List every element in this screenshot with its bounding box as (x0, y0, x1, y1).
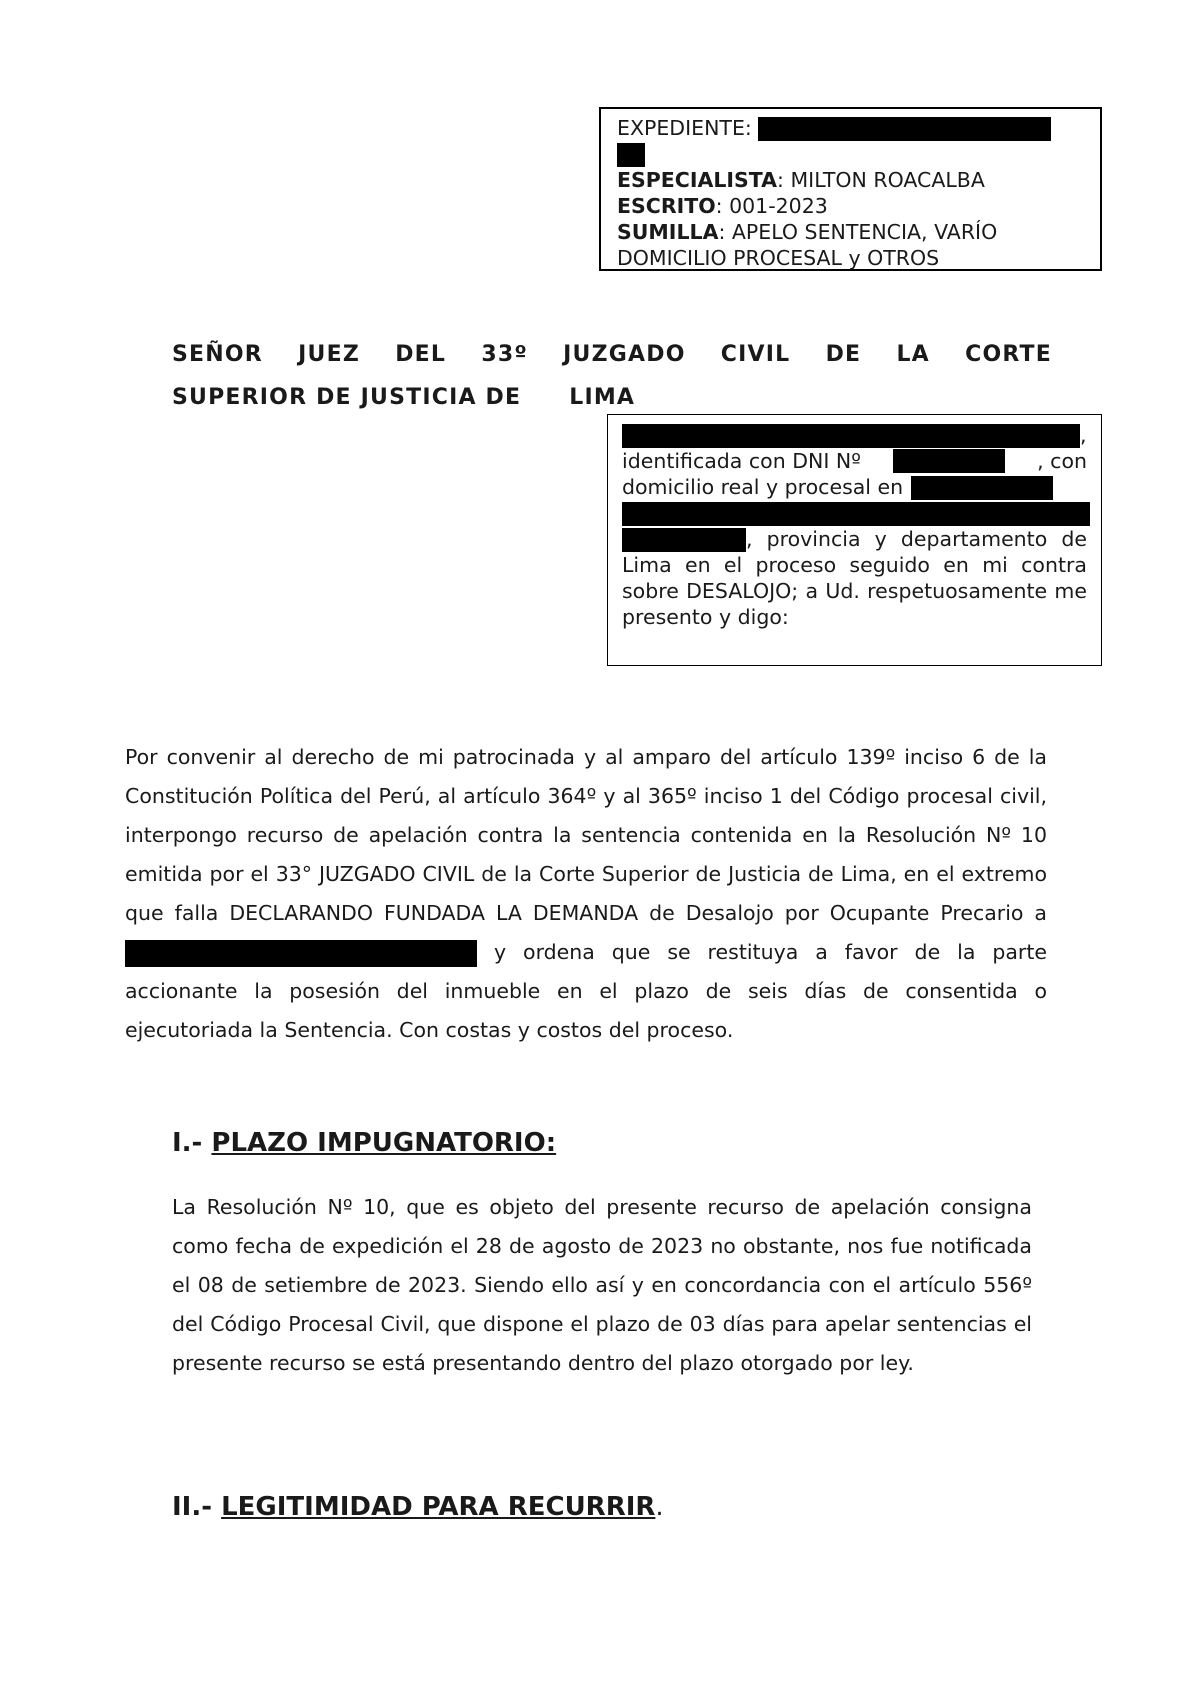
addressee-word: CORTE (965, 342, 1052, 367)
addressee-word: DE (825, 342, 862, 367)
addressee-word: LA (896, 342, 930, 367)
expediente-line-continued (617, 141, 1084, 167)
domicilio-text: domicilio real y procesal en (622, 475, 904, 499)
section-1-number: I.- (172, 1128, 203, 1158)
appeal-text-part-1: Por convenir al derecho de mi patrocinada y al amparo del artículo 139º inciso 6 de la Constitución Política del Perú, al artículo 364º y al 365º inciso 1 del Código procesal civil, interpongo recurso de apelación contra la sentencia contenida en la Resolución Nº 10 emitida por el 33° JUZGADO CIVIL de la Corte Superior de Justicia de Lima, en el extremo que falla DECLARANDO FUNDADA LA DEMANDA de Desalojo por Ocupante Precario a (125, 745, 1047, 925)
redacted-expediente-cont (617, 143, 645, 167)
section-2-trailing: . (655, 1492, 664, 1522)
redacted-address-1 (911, 476, 1053, 500)
redacted-dni (893, 449, 1005, 473)
addressee-line-1 (172, 333, 1052, 376)
addressee-city: LIMA (569, 385, 636, 410)
con-text: , con (1037, 449, 1087, 473)
section-2-title: LEGITIMIDAD PARA RECURRIR (221, 1492, 656, 1522)
addressee-word: JUEZ (298, 342, 360, 367)
section-1-title: PLAZO IMPUGNATORIO: (211, 1128, 557, 1158)
expediente-label: EXPEDIENTE (617, 116, 745, 140)
dni-text: identificada con DNI Nº (622, 449, 861, 473)
redacted-address-2 (622, 502, 1090, 526)
addressee-word: SEÑOR (172, 342, 263, 367)
address-redacted-line (622, 500, 1087, 526)
party-rest-text: , provincia y departamento de Lima en el proceso seguido en mi contra sobre DESALOJO; a Ud. respetuosamente me presento y digo: (622, 527, 1087, 629)
addressee-word: 33º (481, 342, 528, 367)
party-name-line: , (622, 422, 1087, 448)
sumilla-value: APELO SENTENCIA, VARÍO DOMICILIO PROCESAL y OTROS (617, 220, 998, 270)
section-2-heading (172, 1492, 664, 1522)
sumilla-label: SUMILLA (617, 220, 719, 244)
case-info-box (599, 107, 1102, 271)
redacted-district (622, 528, 746, 552)
especialista-label: ESPECIALISTA (617, 168, 778, 192)
section-1-heading (172, 1128, 556, 1158)
redacted-expediente (758, 117, 1051, 141)
escrito-line: ESCRITO: 001-2023 (617, 194, 828, 218)
appeal-text-part-2: y ordena que se restituya a favor de la parte accionante la posesión del inmueble en el plazo de seis días de consentida o ejecutoriada la Sentencia. Con costas y costos del proceso. (125, 940, 1047, 1042)
addressee-word: CIVIL (720, 342, 791, 367)
party-identification-box (607, 414, 1102, 666)
addressee-court: SUPERIOR DE JUSTICIA DE (172, 385, 522, 410)
addressee-heading (172, 333, 1052, 419)
redacted-defendant-name (125, 940, 477, 967)
especialista-line: ESPECIALISTA: MILTON ROACALBA (617, 168, 985, 192)
especialista-value: MILTON ROACALBA (790, 168, 985, 192)
addressee-word: JUZGADO (563, 342, 686, 367)
appeal-paragraph (125, 738, 1047, 1050)
addressee-line-2 (172, 376, 1052, 419)
escrito-label: ESCRITO (617, 194, 716, 218)
addressee-word: DEL (395, 342, 447, 367)
section-2-number: II.- (172, 1492, 213, 1522)
redacted-party-name (622, 424, 1080, 448)
sumilla-line: SUMILLA: APELO SENTENCIA, VARÍO DOMICILIO PROCESAL y OTROS (617, 220, 998, 270)
section-1-body: La Resolución Nº 10, que es objeto del presente recurso de apelación consigna como fecha de expedición el 28 de agosto de 2023 no obstante, nos fue notificada el 08 de setiembre de 2023. Siendo ello así y en concordancia con el artículo 556º del Código Procesal Civil, que dispone el plazo de 03 días para apelar sentencias el presente recurso se está presentando dentro del plazo otorgado por ley. (172, 1195, 1032, 1375)
party-dni-line (622, 448, 1087, 474)
expediente-line: EXPEDIENTE: (617, 115, 1084, 141)
escrito-value: 001-2023 (729, 194, 828, 218)
domicilio-line (622, 474, 1087, 500)
